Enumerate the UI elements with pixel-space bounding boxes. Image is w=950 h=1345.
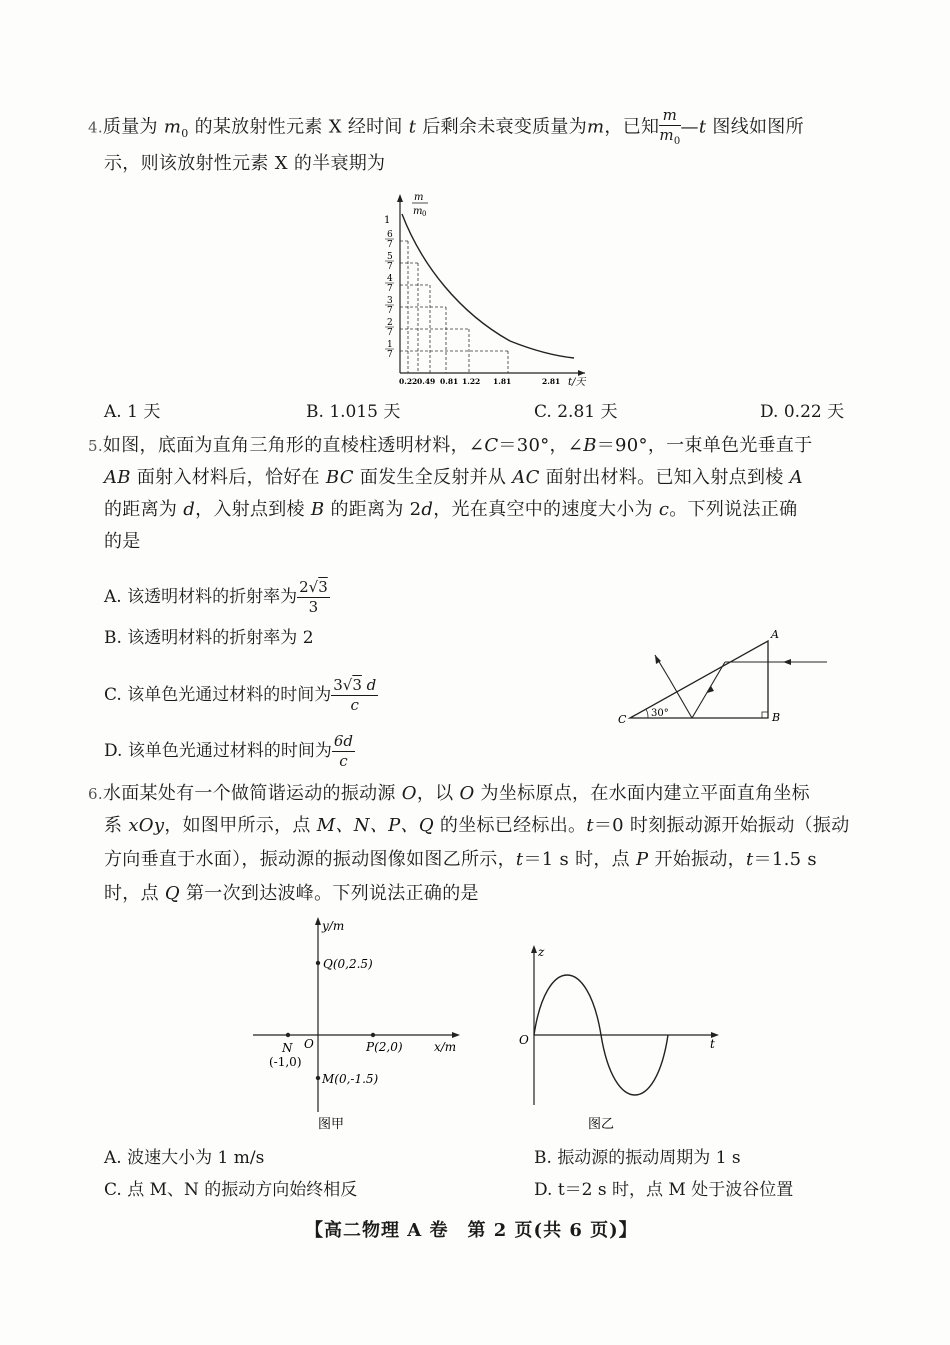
svg-text:0.22: 0.22 (399, 377, 418, 386)
svg-text:0: 0 (422, 210, 427, 218)
q6-option-a[interactable]: A. 波速大小为 1 m/s (104, 1148, 265, 1168)
y-axis-label-num: m (414, 192, 424, 203)
q6-figure-a (248, 912, 478, 1134)
q5-stem-line1: 5.如图，底面为直角三角形的直棱柱透明材料，∠C＝30°，∠B＝90°，一束单色光垂直于 (88, 435, 813, 456)
svg-text:0.81: 0.81 (440, 377, 459, 386)
vertex-c: C (618, 713, 627, 726)
svg-text:7: 7 (387, 328, 393, 338)
x-axis-label: t/天 (568, 377, 586, 388)
q5-option-c[interactable]: C. 该单色光通过材料的时间为 $\frac{3√3 d}{c}$ (104, 676, 377, 714)
q6-stem-line4: 时，点 Q 第一次到达波峰。下列说法正确的是 (104, 883, 479, 904)
point-m-label: M(0,-1.5) (322, 1072, 379, 1086)
point-n (286, 1033, 290, 1037)
light-path (655, 655, 827, 718)
svg-text:4: 4 (387, 274, 393, 284)
point-m (316, 1076, 320, 1080)
y-tick-1: 1 (384, 215, 391, 226)
q4-ratio-fraction: $\frac{m}{m_0}$ (659, 106, 681, 147)
vertex-b: B (772, 711, 781, 724)
svg-text:7: 7 (387, 262, 393, 272)
page-footer: 【高二物理 A 卷 第 2 页(共 6 页)】 (305, 1220, 638, 1241)
y-axis-label: y/m (322, 919, 345, 933)
origin-label: O (519, 1033, 529, 1047)
figure-b-caption: 图乙 (588, 1117, 615, 1132)
q4-stem-line1: 4.质量为 $m_0$ 的某放射性元素 X 经时间 t 后剩余未衰变质量为m，已知 $\frac{m}{m_0}$ —t 图线如图所 (88, 106, 804, 147)
svg-text:7: 7 (387, 240, 393, 250)
right-angle-mark (762, 712, 768, 718)
point-q (316, 961, 320, 965)
q5-option-a[interactable]: A. 该透明材料的折射率为 $\frac{2√3}{3}$ (104, 578, 328, 616)
svg-text:2: 2 (387, 318, 393, 328)
svg-text:3: 3 (387, 296, 393, 306)
dashed-guides (400, 241, 508, 373)
q6-option-d[interactable]: D. t＝2 s 时，点 M 处于波谷位置 (534, 1180, 794, 1200)
decay-curve (402, 214, 574, 358)
point-p-label: P(2,0) (366, 1040, 403, 1054)
q4-option-a[interactable]: A. 1 天 (104, 402, 161, 422)
y-axis-label-den: m (413, 206, 423, 217)
svg-text:2.81: 2.81 (542, 377, 561, 386)
q5-prism-figure (615, 625, 835, 730)
q6-stem-line1: 6.水面某处有一个做简谐运动的振动源 O，以 O 为坐标原点，在水面内建立平面直角坐标 (88, 783, 810, 804)
z-axis-label: z (538, 945, 545, 959)
svg-text:1.22: 1.22 (462, 377, 481, 386)
q4-option-b[interactable]: B. 1.015 天 (306, 402, 401, 422)
svg-text:7: 7 (387, 284, 393, 294)
q5-stem-line2: AB 面射入材料后，恰好在 BC 面发生全反射并从 AC 面射出材料。已知入射点到棱 A (104, 467, 803, 488)
angle-label: 30° (651, 708, 669, 719)
point-q-label: Q(0,2.5) (323, 957, 373, 971)
svg-text:6: 6 (387, 230, 393, 240)
point-n-label: N (282, 1041, 293, 1055)
q6-number: 6. (88, 785, 103, 803)
x-tick-labels (399, 377, 560, 386)
q6-stem-line3: 方向垂直于水面），振动源的振动图像如图乙所示，t＝1 s 时，点 P 开始振动，t＝1.5 s (104, 849, 817, 870)
figure-a-caption: 图甲 (318, 1117, 345, 1132)
q4-option-d[interactable]: D. 0.22 天 (760, 402, 845, 422)
vertex-a: A (771, 628, 779, 641)
q5-option-b[interactable]: B. 该透明材料的折射率为 2 (104, 628, 314, 648)
q6-stem-line2: 系 xOy，如图甲所示，点 M、N、P、Q 的坐标已经标出。t＝0 时刻振动源开始振动（振动 (104, 815, 850, 836)
q6-figure-b (508, 940, 728, 1134)
x-axis-label: x/m (434, 1040, 457, 1054)
q5-option-d[interactable]: D. 该单色光通过材料的时间为 $\frac{6d}{c}$ (104, 732, 353, 770)
svg-text:0.49: 0.49 (417, 377, 436, 386)
q4-option-c[interactable]: C. 2.81 天 (534, 402, 618, 422)
point-p (371, 1033, 375, 1037)
svg-text:7: 7 (387, 350, 393, 360)
svg-text:1.81: 1.81 (493, 377, 512, 386)
q5-number: 5. (88, 437, 103, 455)
origin-label: O (304, 1037, 314, 1051)
q5-stem-line3: 的距离为 d，入射点到棱 B 的距离为 2d，光在真空中的速度大小为 c。下列说法正确 (104, 499, 798, 520)
svg-text:7: 7 (387, 306, 393, 316)
q5-stem-line4: 的是 (104, 531, 141, 552)
t-axis-label: t (710, 1037, 715, 1051)
q6-option-b[interactable]: B. 振动源的振动周期为 1 s (534, 1148, 741, 1168)
point-n-coord: (-1,0) (269, 1055, 302, 1069)
y-tick-fractions (385, 230, 394, 360)
q4-number: 4. (88, 118, 103, 137)
svg-text:5: 5 (387, 252, 393, 262)
q4-decay-graph (370, 188, 600, 393)
q6-option-c[interactable]: C. 点 M、N 的振动方向始终相反 (104, 1180, 358, 1200)
q4-stem-line2: 示，则该放射性元素 X 的半衰期为 (104, 153, 386, 174)
svg-text:1: 1 (387, 340, 393, 350)
